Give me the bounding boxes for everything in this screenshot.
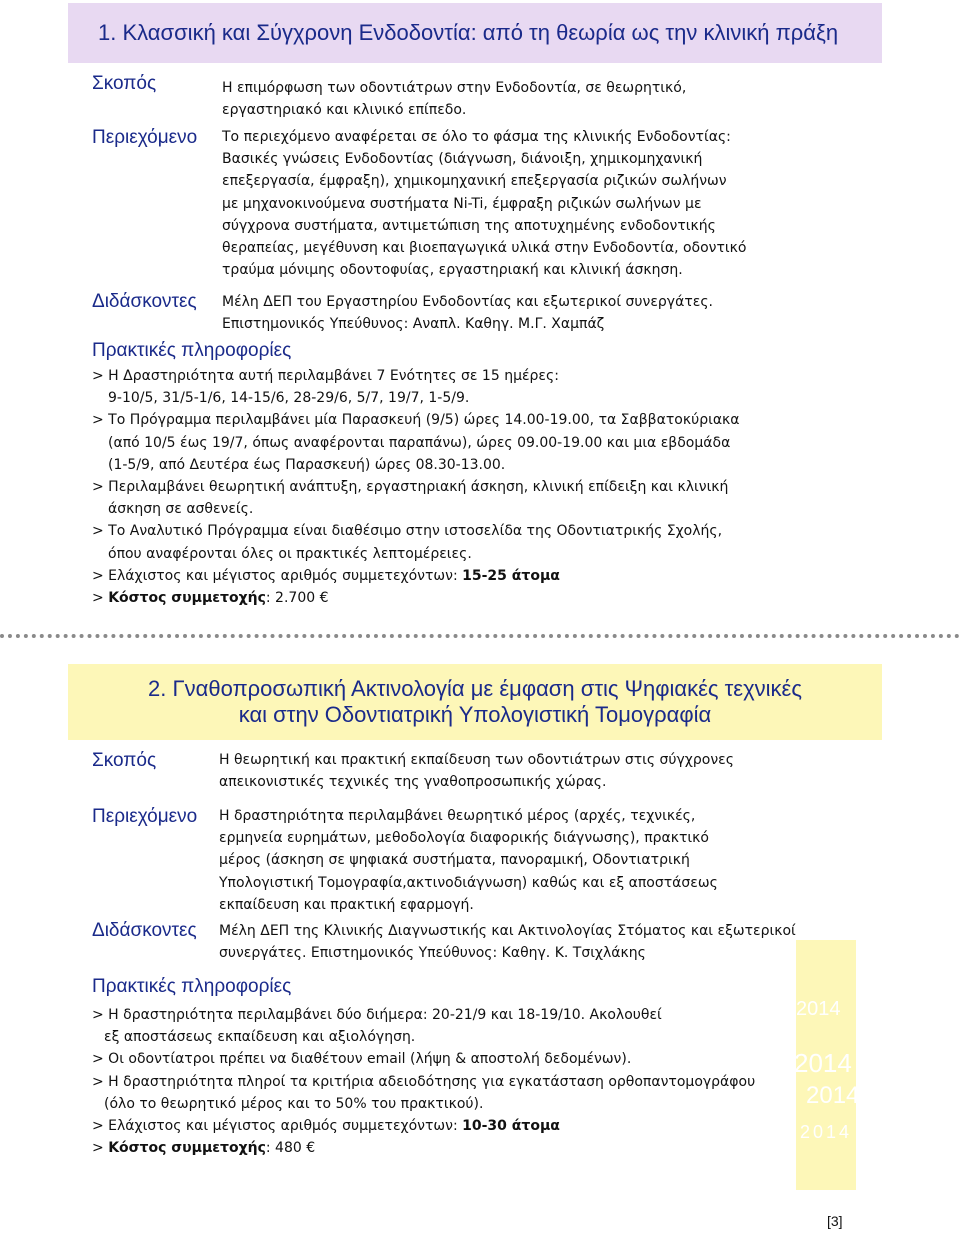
text-line: θεραπείας, μεγέθυνση και βιοεπαγωγικά υλικά στην Ενδοδοντία, οδοντικό <box>222 240 747 257</box>
year-watermark: 2014 <box>794 1048 852 1078</box>
text-line: Μέλη ΔΕΠ της Κλινικής Διαγνωστικής και Ακτινολογίας Στόματος και εξωτερικοί <box>219 923 796 939</box>
text-line: Υπολογιστική Τομογραφία,ακτινοδιάγνωση) καθώς και εξ αποστάσεως <box>219 874 718 891</box>
text-line: μέρος (άσκηση σε ψηφιακά συστήματα, πανοραμική, Οδοντιατρική <box>219 852 690 869</box>
list-item: 9-10/5, 31/5-1/6, 14-15/6, 28-29/6, 5/7, 19/7, 1-5/9. <box>108 390 470 407</box>
list-item: εξ αποστάσεως εκπαίδευση και αξιολόγηση. <box>104 1029 416 1046</box>
list-item: > Η δραστηριότητα πληροί τα κριτήρια αδειοδότησης για εγκατάσταση ορθοπαντομογράφου <box>92 1073 756 1090</box>
cost-value: : 480 € <box>265 1140 316 1157</box>
section-2-info-label: Πρακτικές πληροφορίες <box>92 976 292 997</box>
list-item-cost: > Κόστος συμμετοχής: 2.700 € <box>92 590 329 607</box>
section-2-info-list <box>92 1004 755 1159</box>
section-2-title-line-2: και στην Οδοντιατρική Υπολογιστική Τομογραφία <box>238 702 712 727</box>
section-2-skopos-text <box>219 749 734 793</box>
year-watermark: 2014 <box>806 1082 860 1109</box>
list-item: > Το Πρόγραμμα περιλαμβάνει μία Παρασκευή (9/5) ώρες 14.00-19.00, τα Σαββατοκύριακα <box>92 412 740 429</box>
list-item: > Η δραστηριότητα περιλαμβάνει δύο διήμερα: 20-21/9 και 18-19/10. Ακολουθεί <box>92 1007 662 1023</box>
section-1-info-label: Πρακτικές πληροφορίες <box>92 340 292 361</box>
section-1-skopos-text <box>222 77 686 121</box>
section-1-info-list <box>92 365 740 609</box>
participants-value: 10-30 άτομα <box>462 1118 560 1135</box>
section-1-periexomeno-text <box>222 126 746 281</box>
section-divider <box>0 634 960 638</box>
list-item: άσκηση σε ασθενείς. <box>108 501 254 518</box>
text-line: Η θεωρητική και πρακτική εκπαίδευση των οδοντιάτρων στις σύγχρονες <box>219 752 734 768</box>
list-item: (από 10/5 έως 19/7, όπως αναφέρονται παραπάνω), ώρες 09.00-19.00 και μια εβδομάδα <box>108 434 731 451</box>
participants-value: 15-25 άτομα <box>462 567 560 584</box>
section-1-didaskontes-text <box>222 291 713 335</box>
section-1-title: 1. Κλασσική και Σύγχρονη Ενδοδοντία: από τη θεωρία ως την κλινική πράξη <box>98 20 839 45</box>
section-2-skopos-label: Σκοπός <box>92 750 157 771</box>
text-line: συνεργάτες. Επιστημονικός Υπεύθυνος: Καθηγ. Κ. Τσιχλάκης <box>219 945 646 962</box>
section-1-title-band <box>68 3 882 63</box>
list-item-participants: > Ελάχιστος και μέγιστος αριθμός συμμετεχόντων: 15-25 άτομα <box>92 567 560 584</box>
text-line: Μέλη ΔΕΠ του Εργαστηρίου Ενδοδοντίας και εξωτερικοί συνεργάτες. <box>222 294 713 310</box>
list-item: όπου αναφέρονται όλες οι πρακτικές λεπτομέρειες. <box>108 545 472 562</box>
section-2-periexomeno-label: Περιεχόμενο <box>92 806 198 827</box>
text-line: Βασικές γνώσεις Ενδοδοντίας (διάγνωση, διάνοιξη, χημικομηχανική <box>222 151 703 168</box>
cost-label: Κόστος συμμετοχής <box>108 590 266 607</box>
text-line: Η δραστηριότητα περιλαμβάνει θεωρητικό μέρος (αρχές, τεχνικές, <box>219 808 696 824</box>
section-2-periexomeno-text <box>219 805 718 916</box>
section-1-periexomeno-label: Περιεχόμενο <box>92 127 198 148</box>
list-item: > Οι οδοντίατροι πρέπει να διαθέτουν email (λήψη & αποστολή δεδομένων). <box>92 1051 632 1068</box>
text-line: Η επιμόρφωση των οδοντιάτρων στην Ενδοδοντία, σε θεωρητικό, <box>222 80 687 96</box>
text-line: σύγχρονα συστήματα, αντιμετώπιση της αποτυχημένης ενδοδοντικής <box>222 217 716 234</box>
text-line: εκπαίδευση και πρακτική εφαρμογή. <box>219 896 474 913</box>
list-item-participants: > Ελάχιστος και μέγιστος αριθμός συμμετεχόντων: 10-30 άτομα <box>92 1118 560 1135</box>
list-item: > Η Δραστηριότητα αυτή περιλαμβάνει 7 Ενότητες σε 15 ημέρες: <box>92 368 559 384</box>
section-2-title-line-1: 2. Γναθοπροσωπική Ακτινολογία με έμφαση στις Ψηφιακές τεχνικές <box>148 676 802 701</box>
year-watermark: 2014 <box>800 1122 853 1142</box>
cost-label: Κόστος συμμετοχής <box>108 1140 266 1157</box>
cost-value: : 2.700 € <box>265 590 329 607</box>
section-2-didaskontes-label: Διδάσκοντες <box>92 920 197 941</box>
page-number: [3] <box>827 1213 843 1229</box>
list-item: (1-5/9, από Δευτέρα έως Παρασκευή) ώρες 08.30-13.00. <box>108 456 506 473</box>
text-line: απεικονιστικές τεχνικές της γναθοπροσωπικής χώρας. <box>219 774 607 791</box>
text-line: επεξεργασία, έμφραξη), χημικομηχανική επεξεργασία ριζικών σωλήνων <box>222 173 727 190</box>
text-line: με μηχανοκινούμενα συστήματα Ni-Ti, έμφραξη ριζικών σωλήνων με <box>222 195 702 212</box>
text-line: εργαστηριακό και κλινικό επίπεδο. <box>222 102 467 119</box>
list-item: > Το Αναλυτικό Πρόγραμμα είναι διαθέσιμο στην ιστοσελίδα της Οδοντιατρικής Σχολής, <box>92 523 723 540</box>
list-item-cost: > Κόστος συμμετοχής: 480 € <box>92 1140 316 1157</box>
section-1-skopos-label: Σκοπός <box>92 73 157 94</box>
year-watermark: 2014 <box>796 998 841 1020</box>
list-item: > Περιλαμβάνει θεωρητική ανάπτυξη, εργαστηριακή άσκηση, κλινική επίδειξη και κλινική <box>92 479 729 496</box>
list-item: (όλο το θεωρητικό μέρος και το 50% του πρακτικού). <box>104 1095 484 1112</box>
section-2-didaskontes-text <box>219 920 796 964</box>
section-1-didaskontes-label: Διδάσκοντες <box>92 291 197 312</box>
text-line: Επιστημονικός Υπεύθυνος: Αναπλ. Καθηγ. Μ.Γ. Χαμπάζ <box>222 316 605 333</box>
text-line: Το περιεχόμενο αναφέρεται σε όλο το φάσμα της κλινικής Ενδοδοντίας: <box>222 129 731 145</box>
section-2-title-band <box>68 664 882 740</box>
text-line: ερμηνεία ευρημάτων, μεθοδολογία διαφορικής διάγνωσης), πρακτικό <box>219 830 709 847</box>
text-line: τραύμα μόνιμης οδοντοφυίας, εργαστηριακή και κλινική άσκηση. <box>222 262 683 279</box>
